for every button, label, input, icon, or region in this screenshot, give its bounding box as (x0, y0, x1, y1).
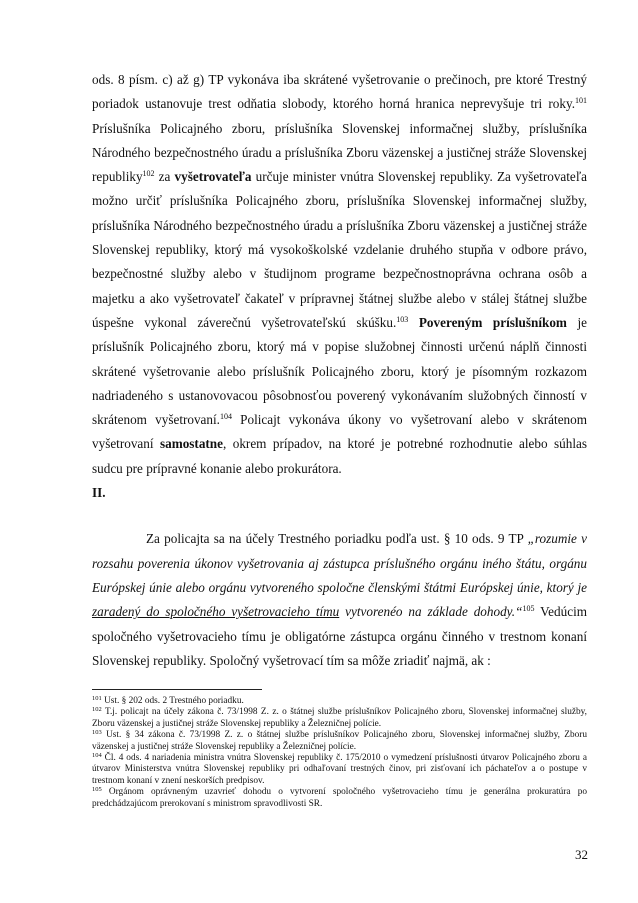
text-run: Za policajta sa na účely Trestného poriadku podľa ust. § 10 ods. 9 TP (146, 531, 528, 547)
text-run: je príslušník Policajného zboru, ktorý má v popise služobnej činnosti určenú náplň činnosti skrátené vyšetrovanie alebo príslušník Policajného zboru, ktorý je písomným rozkazom nadriadeného s ustanovovacou pôsobnosťou poverený vykonávaním služobných činností v skrátenom vyšetrovaní. (92, 314, 587, 428)
italic-quote-end: vytvorenéo na základe dohody.“ (339, 604, 523, 620)
main-text (92, 68, 587, 673)
text-run: ods. 8 písm. c) až g) TP vykonáva iba skrátené vyšetrovanie o prečinoch, pre ktoré Trestný poriadok ustanovuje trest odňatia slobody, ktorého horná hranica neprevyšuje tri roky. (92, 72, 587, 112)
italic-quote: „rozumie v rozsahu poverenia úkonov vyšetrovania aj zástupca príslušného orgánu iného štátu, orgánu Európskej únie alebo orgánu vytvoreného spoločne členskými štátmi Európskej únie, ktorý je (92, 531, 587, 595)
text-run: Policajt vykonáva úkony vo vyšetrovaní alebo v skrátenom vyšetrovaní (92, 412, 587, 452)
footnotes (92, 689, 587, 810)
paragraph-investigator (92, 68, 587, 481)
text-run: určuje minister vnútra Slovenskej republiky. Za vyšetrovateľa možno určiť príslušníka Policajného zboru, príslušníka Slovenskej informačnej služby, príslušníka Národného bezpečnostného úradu a príslušníka Zboru väzenskej a justičnej stráže Slovenskej republiky, ktorý má vysokoškolské vzdelanie druhého stupňa v odbore právo, bezpečnostné služby alebo v študijnom programe bezpečnostnoprávna ochrana osôb a majetku a ako vyšetrovateľ čakateľ v prípravnej štátnej službe alebo v stálej štátnej službe úspešne vykonal záverečnú vyšetrovateľskú skúšku. (92, 169, 587, 330)
footnote-text: Orgánom oprávneným uzavrieť dohodu o vytvorení spoločného vyšetrovacieho tímu je generálna prokuratúra po predchádzajúcom prerokovaní s ministrom spravodlivosti SR. (92, 787, 587, 809)
footnote-text: T.j. policajt na účely zákona č. 73/1998 Z. z. o štátnej službe príslušníkov Policajného zboru, Slovenskej informačnej služby, Zboru väzenskej a justičnej stráže Slovenskej republiky a Železničnej polície. (92, 707, 587, 729)
footnote-separator (92, 689, 262, 690)
footnote-102 (92, 707, 587, 730)
footnote-number: 105 (92, 786, 102, 794)
footnote-text: Ust. § 202 ods. 2 Trestného poriadku. (101, 696, 244, 706)
footnote-101 (92, 696, 587, 707)
footnote-text: Ust. § 34 zákona č. 73/1998 Z. z. o štátnej službe príslušníkov Policajného zboru, Slovenskej informačnej služby, Zboru väzenskej a justičnej stráže Slovenskej republiky a Železničnej polície. (92, 730, 587, 752)
footnote-number: 101 (92, 695, 102, 702)
text-run: , okrem prípadov, na ktoré je potrebné rozhodnutie alebo súhlas sudcu pre prípravné konanie alebo prokurátora. (92, 436, 587, 476)
footnote-105 (92, 787, 587, 810)
text-run: za (154, 169, 175, 185)
bold-term-independently: samostatne (159, 436, 223, 452)
page-number: 32 (575, 847, 588, 862)
footnote-ref-102[interactable]: 102 (142, 169, 155, 179)
footnote-ref-103[interactable]: 103 (396, 314, 409, 324)
bold-term-authorized-member: Povereným príslušníkom (418, 314, 567, 330)
text-run: Vedúcim spoločného vyšetrovacieho tímu je obligatórne zástupca orgánu činného v trestnom konaní Slovenskej republiky. Spoločný vyšetrovací tím sa môže zriadiť najmä, ak : (92, 604, 587, 668)
bold-term-investigator: vyšetrovateľa (174, 169, 252, 185)
footnote-number: 104 (92, 752, 102, 760)
section-heading: II. (92, 485, 106, 501)
footnote-ref-105[interactable]: 105 (522, 604, 535, 614)
footnote-number: 103 (92, 729, 102, 737)
italic-underlined-quote: zaradený do spoločného vyšetrovacieho tímu (92, 604, 340, 620)
footnote-103 (92, 730, 587, 753)
paragraph-joint-team (92, 527, 587, 673)
document-page (92, 68, 587, 673)
footnote-number: 102 (92, 706, 102, 714)
text-run: Príslušníka Policajného zboru, príslušníka Slovenskej informačnej služby, príslušníka Národného bezpečnostného úradu a príslušníka Zboru väzenskej a justičnej stráže Slovenskej republiky (92, 120, 587, 185)
text-run (408, 315, 419, 330)
spacer (92, 505, 587, 527)
footnote-ref-104[interactable]: 104 (219, 412, 232, 422)
footnote-ref-101[interactable]: 101 (575, 96, 587, 106)
footnote-text: Čl. 4 ods. 4 nariadenia ministra vnútra Slovenskej republiky č. 175/2010 o vymedzení príslušnosti útvarov Policajného zboru a útvarov Ministerstva vnútra Slovenskej republiky pri odhaľovaní trestných činov, pri zisťovaní ich páchateľov a o postupe v trestnom konaní v znení neskorších predpisov. (92, 753, 587, 786)
footnote-104 (92, 753, 587, 787)
